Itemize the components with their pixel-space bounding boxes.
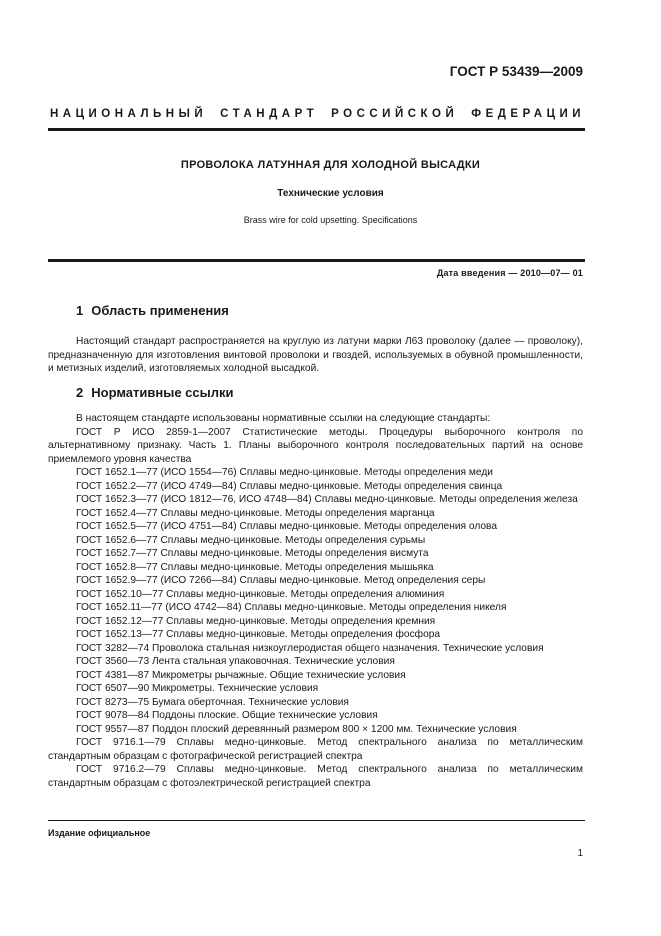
reference-item: ГОСТ 6507—90 Микрометры. Технические условия (76, 683, 319, 694)
section-2-heading (76, 385, 233, 400)
reference-item: ГОСТ 1652.12—77 Сплавы медно-цинковые. Методы определения кремния (76, 615, 436, 627)
section-1-body (48, 335, 583, 376)
section-1-heading (76, 303, 229, 318)
header-rule (48, 128, 585, 131)
references-intro: В настоящем стандарте использованы нормативные ссылки на следующие стандарты: (76, 413, 491, 424)
reference-item: ГОСТ 1652.5—77 (ИСО 4751—84) Сплавы медно-цинковые. Методы определения олова (76, 521, 498, 532)
reference-item: ГОСТ Р ИСО 2859-1—2007 Статистические методы. Процедуры выборочного контроля по альтернативному признаку. Часть 1. Планы выборочного контроля последовательных партий на основе приемлемого уровня качества (48, 426, 583, 465)
reference-item: ГОСТ 1652.11—77 (ИСО 4742—84) Сплавы медно-цинковые. Методы определения никеля (76, 602, 507, 613)
normative-references-list (48, 412, 583, 790)
section-2-title: Нормативные ссылки (91, 385, 234, 400)
section-2-number: 2 (76, 385, 84, 400)
document-subtitle: Технические условия (277, 188, 384, 199)
reference-item: ГОСТ 1652.4—77 Сплавы медно-цинковые. Методы определения марганца (76, 507, 435, 519)
section-1-number: 1 (76, 303, 84, 318)
document-title: ПРОВОЛОКА ЛАТУННАЯ ДЛЯ ХОЛОДНОЙ ВЫСАДКИ (180, 159, 481, 171)
reference-item: ГОСТ 9716.1—79 Сплавы медно-цинковые. Метод спектрального анализа по металлическим стандартным образцам с фотографической регистрацией спектра (48, 737, 583, 762)
reference-item: ГОСТ 1652.13—77 Сплавы медно-цинковые. Методы определения фосфора (76, 629, 441, 640)
reference-item: ГОСТ 1652.9—77 (ИСО 7266—84) Сплавы медно-цинковые. Метод определения серы (76, 575, 486, 586)
title-rule (48, 259, 585, 262)
section-1-title: Область применения (91, 303, 229, 318)
reference-item: ГОСТ 3560—73 Лента стальная упаковочная. Технические условия (76, 656, 395, 667)
reference-item: ГОСТ 1652.6—77 Сплавы медно-цинковые. Методы определения сурьмы (76, 534, 426, 546)
reference-item: ГОСТ 1652.3—77 (ИСО 1812—76, ИСО 4748—84) Сплавы медно-цинковые. Методы определения железа (76, 494, 578, 505)
reference-item: ГОСТ 9716.2—79 Сплавы медно-цинковые. Метод спектрального анализа по металлическим стандартным образцам с фотоэлектрической регистрацией спектра (48, 764, 583, 789)
reference-item: ГОСТ 1652.8—77 Сплавы медно-цинковые. Методы определения мышьяка (76, 561, 434, 573)
introduction-date: Дата введения — 2010—07— 01 (436, 268, 583, 278)
official-edition-note: Издание официальное (48, 828, 151, 838)
reference-item: ГОСТ 9557—87 Поддон плоский деревянный размером 800 × 1200 мм. Технические условия (76, 723, 517, 735)
reference-item: ГОСТ 1652.2—77 (ИСО 4749—84) Сплавы медно-цинковые. Методы определения свинца (76, 480, 503, 492)
footer-rule (48, 820, 585, 821)
reference-item: ГОСТ 1652.1—77 (ИСО 1554—76) Сплавы медно-цинковые. Методы определения меди (76, 467, 493, 478)
reference-item: ГОСТ 3282—74 Проволока стальная низкоуглеродистая общего назначения. Технические условия (76, 642, 544, 654)
reference-item: ГОСТ 1652.7—77 Сплавы медно-цинковые. Методы определения висмута (76, 548, 429, 559)
reference-item: ГОСТ 9078—84 Поддоны плоские. Общие технические условия (76, 710, 378, 721)
standard-type-header: НАЦИОНАЛЬНЫЙ СТАНДАРТ РОССИЙСКОЙ ФЕДЕРАЦИИ (50, 108, 585, 120)
document-title-english: Brass wire for cold upsetting. Specifications (243, 215, 418, 225)
section-1-paragraph: Настоящий стандарт распространяется на круглую из латуни марки Л63 проволоку (далее — проволоку), предназначенную для изготовления винтовой проволоки и гвоздей, используемых в обувной промышленности, и метизных изделий, изготовляемых холодной высадкой. (48, 336, 583, 374)
reference-item: ГОСТ 8273—75 Бумага оберточная. Технические условия (76, 696, 349, 708)
document-code: ГОСТ Р 53439—2009 (449, 64, 583, 79)
page-number: 1 (577, 848, 583, 859)
reference-item: ГОСТ 4381—87 Микрометры рычажные. Общие технические условия (76, 669, 406, 681)
reference-item: ГОСТ 1652.10—77 Сплавы медно-цинковые. Методы определения алюминия (76, 588, 445, 600)
